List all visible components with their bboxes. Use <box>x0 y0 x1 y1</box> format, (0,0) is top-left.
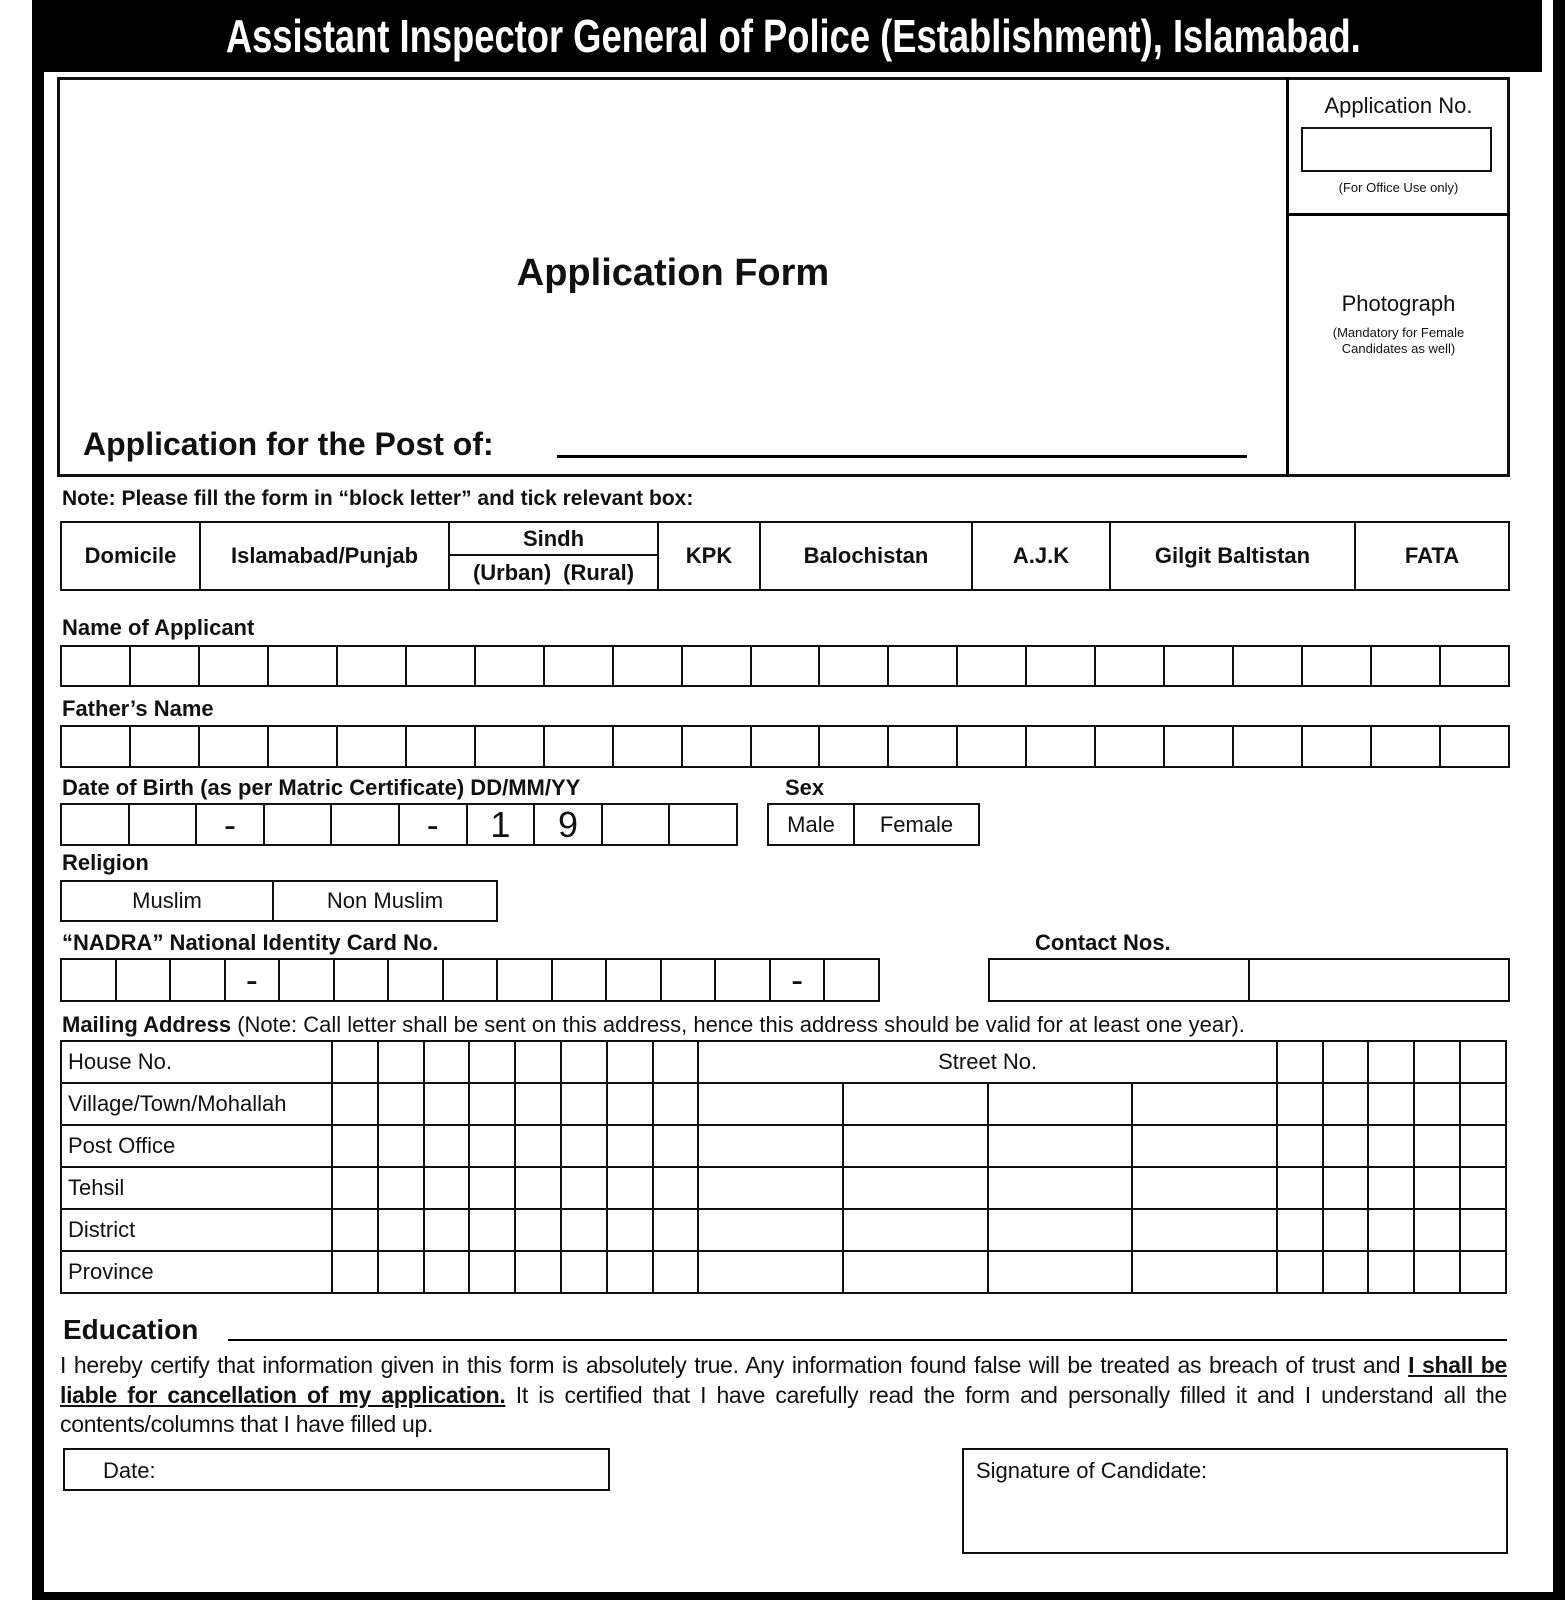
address-letter-box[interactable] <box>424 1251 470 1293</box>
domicile-sindh[interactable] <box>448 521 659 591</box>
name-letter-box[interactable] <box>1096 647 1165 685</box>
contact-field-2[interactable] <box>1250 960 1510 1000</box>
form-title: Application Form <box>516 252 830 294</box>
address-letter-box[interactable] <box>653 1041 699 1083</box>
father-name-letter-box[interactable] <box>1165 727 1234 766</box>
address-letter-box[interactable] <box>1460 1125 1506 1167</box>
address-letter-box[interactable] <box>1132 1251 1277 1293</box>
address-letter-box[interactable] <box>561 1125 607 1167</box>
address-letter-box[interactable] <box>1323 1251 1369 1293</box>
address-letter-box[interactable] <box>1277 1083 1323 1125</box>
dob-digit-box[interactable]: 9 <box>535 805 603 844</box>
cnic-digit-box[interactable] <box>335 960 390 1000</box>
cnic-digit-box[interactable] <box>825 960 880 1000</box>
domicile-islamabad-punjab[interactable]: Islamabad/Punjab <box>199 521 450 591</box>
address-letter-box[interactable] <box>561 1209 607 1251</box>
father-name-letter-box[interactable] <box>1234 727 1303 766</box>
address-row-label: House No. <box>61 1041 332 1083</box>
father-name-label: Father’s Name <box>62 696 214 721</box>
address-letter-box[interactable] <box>332 1209 378 1251</box>
cnic-digit-box[interactable] <box>171 960 226 1000</box>
domicile-label: Domicile <box>60 521 201 591</box>
declaration-part: It is certified that I have carefully read the form and personally filled it and I understand all the contents/columns that I have filled up. <box>60 1381 1507 1437</box>
father-name-letter-box[interactable] <box>1303 727 1372 766</box>
mailing-note: (Note: Call letter shall be sent on this address, hence this address should be valid for at least one year). <box>231 1012 1245 1037</box>
name-letter-box[interactable] <box>1234 647 1303 685</box>
note-text: Note: Please fill the form in “block letter” and tick relevant box: <box>62 487 694 510</box>
address-letter-box[interactable] <box>843 1251 988 1293</box>
dob-field[interactable] <box>60 803 738 846</box>
address-letter-box[interactable] <box>1368 1251 1414 1293</box>
address-letter-box[interactable] <box>698 1209 843 1251</box>
date-field[interactable] <box>63 1448 610 1491</box>
address-letter-box[interactable] <box>1460 1167 1506 1209</box>
name-letter-box[interactable] <box>269 647 338 685</box>
address-letter-box[interactable] <box>1368 1125 1414 1167</box>
address-row-label: District <box>61 1209 332 1251</box>
address-letter-box[interactable] <box>607 1167 653 1209</box>
father-name-letter-box[interactable] <box>958 727 1027 766</box>
mailing-label <box>62 1012 1245 1038</box>
address-row <box>61 1209 1506 1251</box>
father-name-letter-box[interactable] <box>683 727 752 766</box>
address-letter-box[interactable] <box>332 1251 378 1293</box>
declaration-text <box>60 1351 1507 1440</box>
address-letter-box[interactable] <box>1414 1167 1460 1209</box>
address-letter-box[interactable] <box>607 1083 653 1125</box>
cnic-digit-box[interactable] <box>607 960 662 1000</box>
address-letter-box[interactable] <box>469 1125 515 1167</box>
address-letter-box[interactable] <box>561 1041 607 1083</box>
address-letter-box[interactable] <box>698 1083 843 1125</box>
header-banner <box>44 0 1542 72</box>
address-letter-box[interactable] <box>1323 1209 1369 1251</box>
address-letter-box[interactable] <box>469 1251 515 1293</box>
address-letter-box[interactable] <box>1460 1251 1506 1293</box>
domicile-ajk[interactable]: A.J.K <box>971 521 1111 591</box>
father-name-letter-box[interactable] <box>614 727 683 766</box>
address-letter-box[interactable] <box>561 1251 607 1293</box>
application-no-field[interactable] <box>1301 127 1492 172</box>
address-letter-box[interactable] <box>424 1041 470 1083</box>
religion-non-muslim[interactable]: Non Muslim <box>274 882 498 920</box>
address-row <box>61 1167 1506 1209</box>
address-letter-box[interactable] <box>1414 1251 1460 1293</box>
father-name-letter-box[interactable] <box>752 727 821 766</box>
name-letter-box[interactable] <box>889 647 958 685</box>
address-letter-box[interactable] <box>1460 1041 1506 1083</box>
mailing-title: Mailing Address <box>62 1012 232 1037</box>
sex-options <box>767 803 980 846</box>
address-letter-box[interactable] <box>607 1209 653 1251</box>
address-letter-box[interactable] <box>515 1125 561 1167</box>
address-letter-box[interactable] <box>988 1083 1133 1125</box>
name-letter-box[interactable] <box>200 647 269 685</box>
address-row <box>61 1125 1506 1167</box>
date-label: Date: <box>103 1458 156 1483</box>
address-letter-box[interactable] <box>515 1041 561 1083</box>
domicile-gilgit-baltistan[interactable]: Gilgit Baltistan <box>1109 521 1356 591</box>
address-letter-box[interactable] <box>332 1083 378 1125</box>
address-letter-box[interactable] <box>424 1083 470 1125</box>
address-row-label: Post Office <box>61 1125 332 1167</box>
dob-digit-box[interactable] <box>670 805 738 844</box>
dob-digit-box[interactable] <box>603 805 671 844</box>
address-letter-box[interactable] <box>1460 1209 1506 1251</box>
father-name-letter-box[interactable] <box>1372 727 1441 766</box>
photograph-note-line: (Mandatory for Female <box>1332 325 1465 340</box>
application-no-label: Application No. <box>1324 93 1473 118</box>
name-letter-box[interactable] <box>1027 647 1096 685</box>
address-letter-box[interactable] <box>424 1125 470 1167</box>
address-row <box>61 1041 1506 1083</box>
address-letter-box[interactable] <box>988 1125 1133 1167</box>
religion-label: Religion <box>62 850 149 875</box>
cnic-digit-box[interactable] <box>553 960 608 1000</box>
address-letter-box[interactable] <box>988 1251 1133 1293</box>
father-name-letter-box[interactable] <box>1441 727 1510 766</box>
father-name-letter-box[interactable] <box>476 727 545 766</box>
cnic-digit-box[interactable] <box>662 960 717 1000</box>
frame-bottom <box>32 1592 1565 1600</box>
divider <box>1286 213 1510 216</box>
father-name-letter-box[interactable] <box>338 727 407 766</box>
address-letter-box[interactable] <box>1323 1125 1369 1167</box>
father-name-letter-box[interactable] <box>200 727 269 766</box>
sindh-urban[interactable]: (Urban) <box>472 559 552 585</box>
address-letter-box[interactable] <box>1323 1167 1369 1209</box>
name-letter-box[interactable] <box>958 647 1027 685</box>
address-letter-box[interactable] <box>1414 1083 1460 1125</box>
address-row <box>61 1083 1506 1125</box>
name-letter-box[interactable] <box>614 647 683 685</box>
photograph-note <box>1289 325 1508 357</box>
address-letter-box[interactable] <box>1132 1209 1277 1251</box>
name-field[interactable] <box>60 645 1510 687</box>
name-letter-box[interactable] <box>545 647 614 685</box>
dob-digit-box[interactable]: - <box>197 805 265 844</box>
dob-digit-box[interactable] <box>62 805 130 844</box>
address-letter-box[interactable] <box>653 1251 699 1293</box>
sex-male[interactable]: Male <box>769 805 855 844</box>
name-letter-box[interactable] <box>407 647 476 685</box>
address-letter-box[interactable] <box>607 1251 653 1293</box>
address-letter-box[interactable] <box>1414 1209 1460 1251</box>
address-letter-box[interactable] <box>469 1083 515 1125</box>
address-table <box>60 1040 1507 1294</box>
sex-label: Sex <box>785 775 825 800</box>
address-letter-box[interactable] <box>332 1041 378 1083</box>
address-letter-box[interactable] <box>378 1167 424 1209</box>
contact-label: Contact Nos. <box>1035 930 1171 955</box>
address-row-label: Village/Town/Mohallah <box>61 1083 332 1125</box>
address-letter-box[interactable] <box>378 1125 424 1167</box>
address-letter-box[interactable] <box>1132 1083 1277 1125</box>
name-letter-box[interactable] <box>820 647 889 685</box>
father-name-letter-box[interactable] <box>889 727 958 766</box>
address-letter-box[interactable] <box>653 1209 699 1251</box>
father-name-letter-box[interactable] <box>1096 727 1165 766</box>
address-letter-box[interactable] <box>515 1083 561 1125</box>
dob-digit-box[interactable] <box>265 805 333 844</box>
address-letter-box[interactable] <box>515 1167 561 1209</box>
name-label: Name of Applicant <box>62 615 255 640</box>
dob-digit-box[interactable]: - <box>400 805 468 844</box>
cnic-digit-box[interactable] <box>117 960 172 1000</box>
domicile-kpk[interactable]: KPK <box>657 521 761 591</box>
father-name-letter-box[interactable] <box>545 727 614 766</box>
address-letter-box[interactable] <box>561 1167 607 1209</box>
address-letter-box[interactable] <box>515 1209 561 1251</box>
photograph-note-line: Candidates as well) <box>1341 341 1456 356</box>
cnic-field[interactable] <box>60 958 880 1002</box>
domicile-fata[interactable]: FATA <box>1354 521 1510 591</box>
father-name-letter-box[interactable] <box>269 727 338 766</box>
address-letter-box[interactable] <box>653 1125 699 1167</box>
domicile-balochistan[interactable]: Balochistan <box>759 521 973 591</box>
address-letter-box[interactable] <box>1414 1125 1460 1167</box>
address-letter-box[interactable] <box>843 1167 988 1209</box>
name-letter-box[interactable] <box>476 647 545 685</box>
address-letter-box[interactable] <box>988 1209 1133 1251</box>
address-letter-box[interactable] <box>698 1251 843 1293</box>
address-letter-box[interactable] <box>378 1083 424 1125</box>
street-no-label: Street No. <box>698 1041 1277 1083</box>
name-letter-box[interactable] <box>131 647 200 685</box>
address-letter-box[interactable] <box>843 1209 988 1251</box>
address-letter-box[interactable] <box>698 1167 843 1209</box>
address-letter-box[interactable] <box>469 1167 515 1209</box>
contact-fields <box>988 958 1510 1002</box>
name-letter-box[interactable] <box>752 647 821 685</box>
declaration-emphasis: I shall be liable for cancellation of my application. <box>60 1352 1507 1408</box>
address-letter-box[interactable] <box>698 1125 843 1167</box>
religion-options <box>60 880 498 922</box>
address-letter-box[interactable] <box>1323 1041 1369 1083</box>
header-title: Assistant Inspector General of Police (Establishment), Islamabad. <box>225 10 1361 62</box>
cnic-digit-box[interactable]: - <box>771 960 826 1000</box>
cnic-label: “NADRA” National Identity Card No. <box>62 930 439 955</box>
name-letter-box[interactable] <box>1372 647 1441 685</box>
cnic-digit-box[interactable]: - <box>226 960 281 1000</box>
cnic-digit-box[interactable] <box>716 960 771 1000</box>
address-letter-box[interactable] <box>653 1167 699 1209</box>
sindh-rural[interactable]: (Rural) <box>563 559 635 585</box>
address-row-label: Province <box>61 1251 332 1293</box>
address-letter-box[interactable] <box>1132 1125 1277 1167</box>
address-letter-box[interactable] <box>607 1041 653 1083</box>
address-letter-box[interactable] <box>1414 1041 1460 1083</box>
address-letter-box[interactable] <box>1277 1209 1323 1251</box>
signature-label: Signature of Candidate: <box>976 1458 1208 1483</box>
father-name-field[interactable] <box>60 725 1510 768</box>
cnic-digit-box[interactable] <box>389 960 444 1000</box>
address-letter-box[interactable] <box>1277 1125 1323 1167</box>
address-row <box>61 1251 1506 1293</box>
frame-right <box>1553 0 1565 1600</box>
address-letter-box[interactable] <box>378 1041 424 1083</box>
father-name-letter-box[interactable] <box>131 727 200 766</box>
photograph-label: Photograph <box>1341 291 1456 316</box>
sex-female[interactable]: Female <box>855 805 980 844</box>
religion-muslim[interactable]: Muslim <box>62 882 274 920</box>
sindh-label: Sindh <box>450 523 657 556</box>
address-letter-box[interactable] <box>561 1083 607 1125</box>
post-field-line[interactable] <box>557 455 1247 458</box>
cnic-digit-box[interactable] <box>444 960 499 1000</box>
address-letter-box[interactable] <box>1368 1209 1414 1251</box>
father-name-letter-box[interactable] <box>407 727 476 766</box>
name-letter-box[interactable] <box>1441 647 1510 685</box>
address-letter-box[interactable] <box>843 1125 988 1167</box>
address-letter-box[interactable] <box>1132 1167 1277 1209</box>
father-name-letter-box[interactable] <box>820 727 889 766</box>
name-letter-box[interactable] <box>62 647 131 685</box>
address-letter-box[interactable] <box>1323 1083 1369 1125</box>
frame-left <box>32 0 44 1600</box>
contact-field-1[interactable] <box>990 960 1250 1000</box>
cnic-digit-box[interactable] <box>498 960 553 1000</box>
name-letter-box[interactable] <box>338 647 407 685</box>
address-letter-box[interactable] <box>1277 1041 1323 1083</box>
father-name-letter-box[interactable] <box>62 727 131 766</box>
signature-field[interactable] <box>962 1448 1508 1554</box>
cnic-digit-box[interactable] <box>280 960 335 1000</box>
dob-digit-box[interactable] <box>332 805 400 844</box>
address-letter-box[interactable] <box>1368 1167 1414 1209</box>
address-letter-box[interactable] <box>653 1083 699 1125</box>
address-letter-box[interactable] <box>332 1125 378 1167</box>
address-letter-box[interactable] <box>469 1041 515 1083</box>
dob-digit-box[interactable]: 1 <box>468 805 536 844</box>
address-letter-box[interactable] <box>332 1167 378 1209</box>
dob-label: Date of Birth (as per Matric Certificate) DD/MM/YY <box>62 775 581 800</box>
address-letter-box[interactable] <box>424 1167 470 1209</box>
declaration-part: I hereby certify that information given in this form is absolutely true. Any information found false will be treated as breach of trust and <box>60 1352 1409 1378</box>
name-letter-box[interactable] <box>683 647 752 685</box>
address-letter-box[interactable] <box>515 1251 561 1293</box>
address-row-label: Tehsil <box>61 1167 332 1209</box>
address-letter-box[interactable] <box>843 1083 988 1125</box>
address-letter-box[interactable] <box>1460 1083 1506 1125</box>
father-name-letter-box[interactable] <box>1027 727 1096 766</box>
address-letter-box[interactable] <box>378 1251 424 1293</box>
cnic-digit-box[interactable] <box>62 960 117 1000</box>
address-letter-box[interactable] <box>1368 1083 1414 1125</box>
name-letter-box[interactable] <box>1303 647 1372 685</box>
address-letter-box[interactable] <box>469 1209 515 1251</box>
education-field-line[interactable] <box>228 1339 1507 1341</box>
address-letter-box[interactable] <box>607 1125 653 1167</box>
post-label: Application for the Post of: <box>83 426 494 462</box>
address-letter-box[interactable] <box>1277 1251 1323 1293</box>
divider <box>1286 77 1289 477</box>
address-letter-box[interactable] <box>378 1209 424 1251</box>
address-letter-box[interactable] <box>424 1209 470 1251</box>
address-letter-box[interactable] <box>1277 1167 1323 1209</box>
name-letter-box[interactable] <box>1165 647 1234 685</box>
dob-digit-box[interactable] <box>130 805 198 844</box>
education-label: Education <box>63 1314 199 1345</box>
address-letter-box[interactable] <box>988 1167 1133 1209</box>
office-use-note: (For Office Use only) <box>1338 180 1459 195</box>
address-letter-box[interactable] <box>1368 1041 1414 1083</box>
